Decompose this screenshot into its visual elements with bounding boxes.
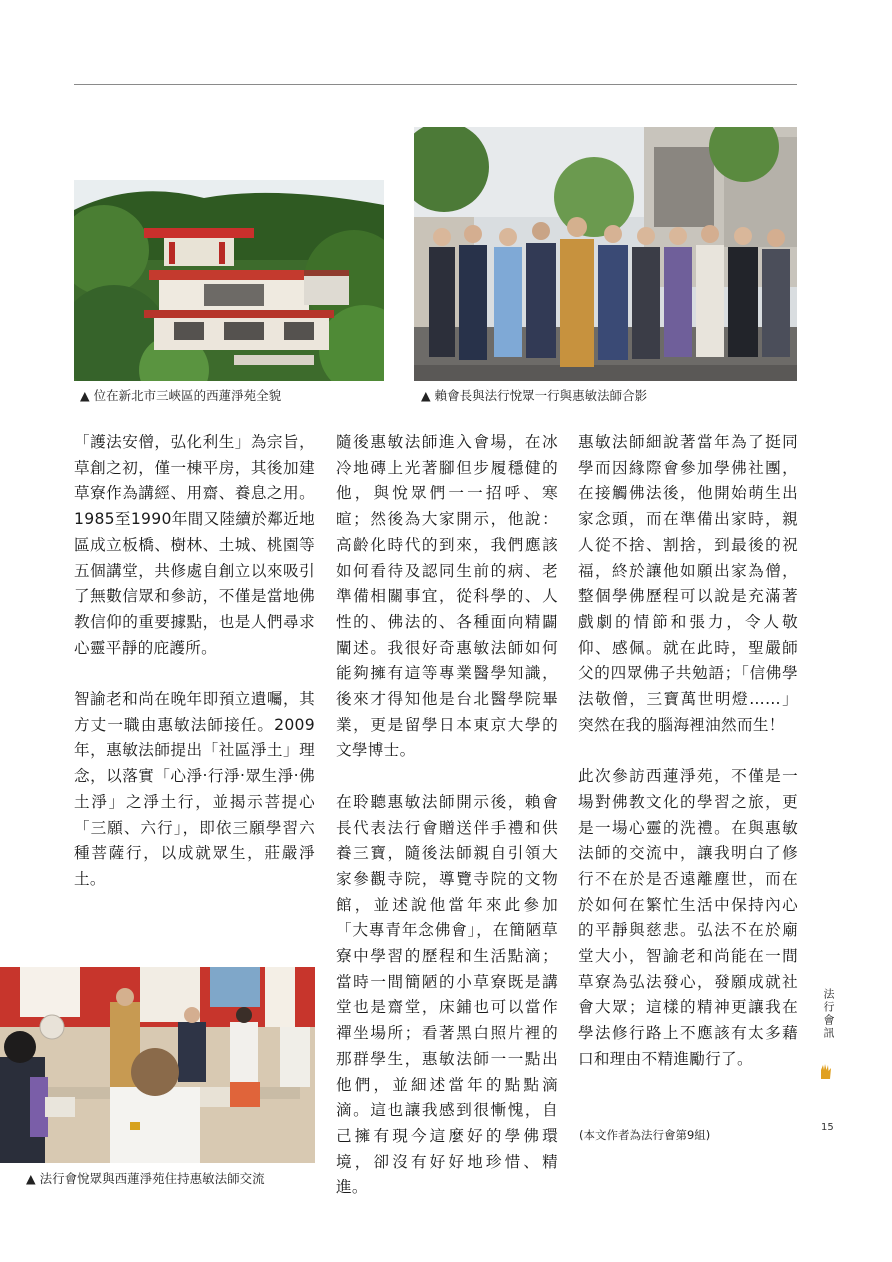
article-column-3 — [578, 430, 798, 1073]
article-column-1 — [74, 430, 315, 893]
meeting-photo — [0, 967, 315, 1163]
col3-paragraph-2: 此次參訪西蓮淨苑，不僅是一場對佛教文化的學習之旅，更是一場心靈的洗禮。在與惠敏法師的交流中，讓我明白了修行不在於是否遠離塵世，而在於如何在繁忙生活中保持內心的平靜與慈悲。弘法不在於廟堂大小，智諭老和尚能在一間草寮為弘法發心，發願成就社會大眾；這樣的精神更讓我在學法修行路上不應該有太多藉口和理由不精進勵行了。 — [578, 767, 798, 1068]
col2-paragraph-1: 隨後惠敏法師進入會場，在冰冷地磚上光著腳但步履穩健的他，與悅眾們一一招呼、寒暄；然後為大家開示，他說：高齡化時代的到來，我們應該如何看待及認同生前的病、老準備相關事宜，從科學的、人性的、佛法的、各種面向精闢闡述。我很好奇惠敏法師如何能夠擁有這等專業醫學知識，後來才得知他是台北醫學院畢業，更是留學日本東京大學的文學博士。 — [336, 433, 558, 760]
hand-logo-icon — [818, 1062, 834, 1080]
col3-paragraph-1: 惠敏法師細說著當年為了挺同學而因緣際會參加學佛社團，在接觸佛法後，他開始萌生出家念頭，而在準備出家時，親人從不捨、割捨，到最後的祝福，終於讓他如願出家為僧，整個學佛歷程可以說是充滿著戲劇的情節和張力，令人敬仰、感佩。就在此時，聖嚴師父的四眾佛子共勉語；「信佛學法敬僧，三寶萬世明燈……」突然在我的腦海裡油然而生！ — [578, 433, 798, 734]
group-photo-caption: ▲ 賴會長與法行悅眾一行與惠敏法師合影 — [421, 388, 648, 403]
col1-paragraph-2: 智諭老和尚在晚年即預立遺囑，其方丈一職由惠敏法師接任。2009年，惠敏法師提出「社區淨土」理念，以落實「心淨‧行淨‧眾生淨‧佛土淨」之淨土行，並揭示菩提心「三願、六行」，即依三願學習六種菩薩行，以成就眾生，莊嚴淨土。 — [74, 690, 315, 888]
header-rule — [74, 84, 797, 85]
group-photo — [414, 127, 797, 381]
meeting-photo-caption: ▲ 法行會悅眾與西蓮淨苑住持惠敏法師交流 — [26, 1171, 265, 1186]
page-number: 15 — [821, 1122, 834, 1133]
article-column-2 — [336, 430, 558, 1201]
temple-photo-caption: ▲ 位在新北市三峽區的西蓮淨苑全貌 — [80, 388, 282, 403]
author-note: (本文作者為法行會第9組) — [579, 1128, 711, 1142]
col2-paragraph-2: 在聆聽惠敏法師開示後，賴會長代表法行會贈送伴手禮和供養三寶，隨後法師親自引領大家參觀寺院，導覽寺院的文物館，並述說他當年來此參加「大專青年念佛會」，在簡陋草寮中學習的歷程和生活點滴；當時一間簡陋的小草寮既是講堂也是齋堂，床鋪也可以當作禪坐場所；看著黑白照片裡的那群學生，惠敏法師一一點出他們，並細述當年的點點滴滴。這也讓我感到很慚愧，自己擁有現今這麼好的學佛環境，卻沒有好好地珍惜、精進。 — [336, 792, 558, 1197]
col1-paragraph-1: 「護法安僧，弘化利生」為宗旨，草創之初，僅一棟平房，其後加建草寮作為講經、用齋、養息之用。1985至1990年間又陸續於鄰近地區成立板橋、樹林、土城、桃園等五個講堂，共修處自創立以來吸引了無數信眾和參訪，不僅是當地佛教信仰的重要據點，也是人們尋求心靈平靜的庇護所。 — [74, 433, 315, 657]
temple-photo — [74, 180, 384, 381]
side-label: 法行會訊 — [822, 988, 835, 1040]
